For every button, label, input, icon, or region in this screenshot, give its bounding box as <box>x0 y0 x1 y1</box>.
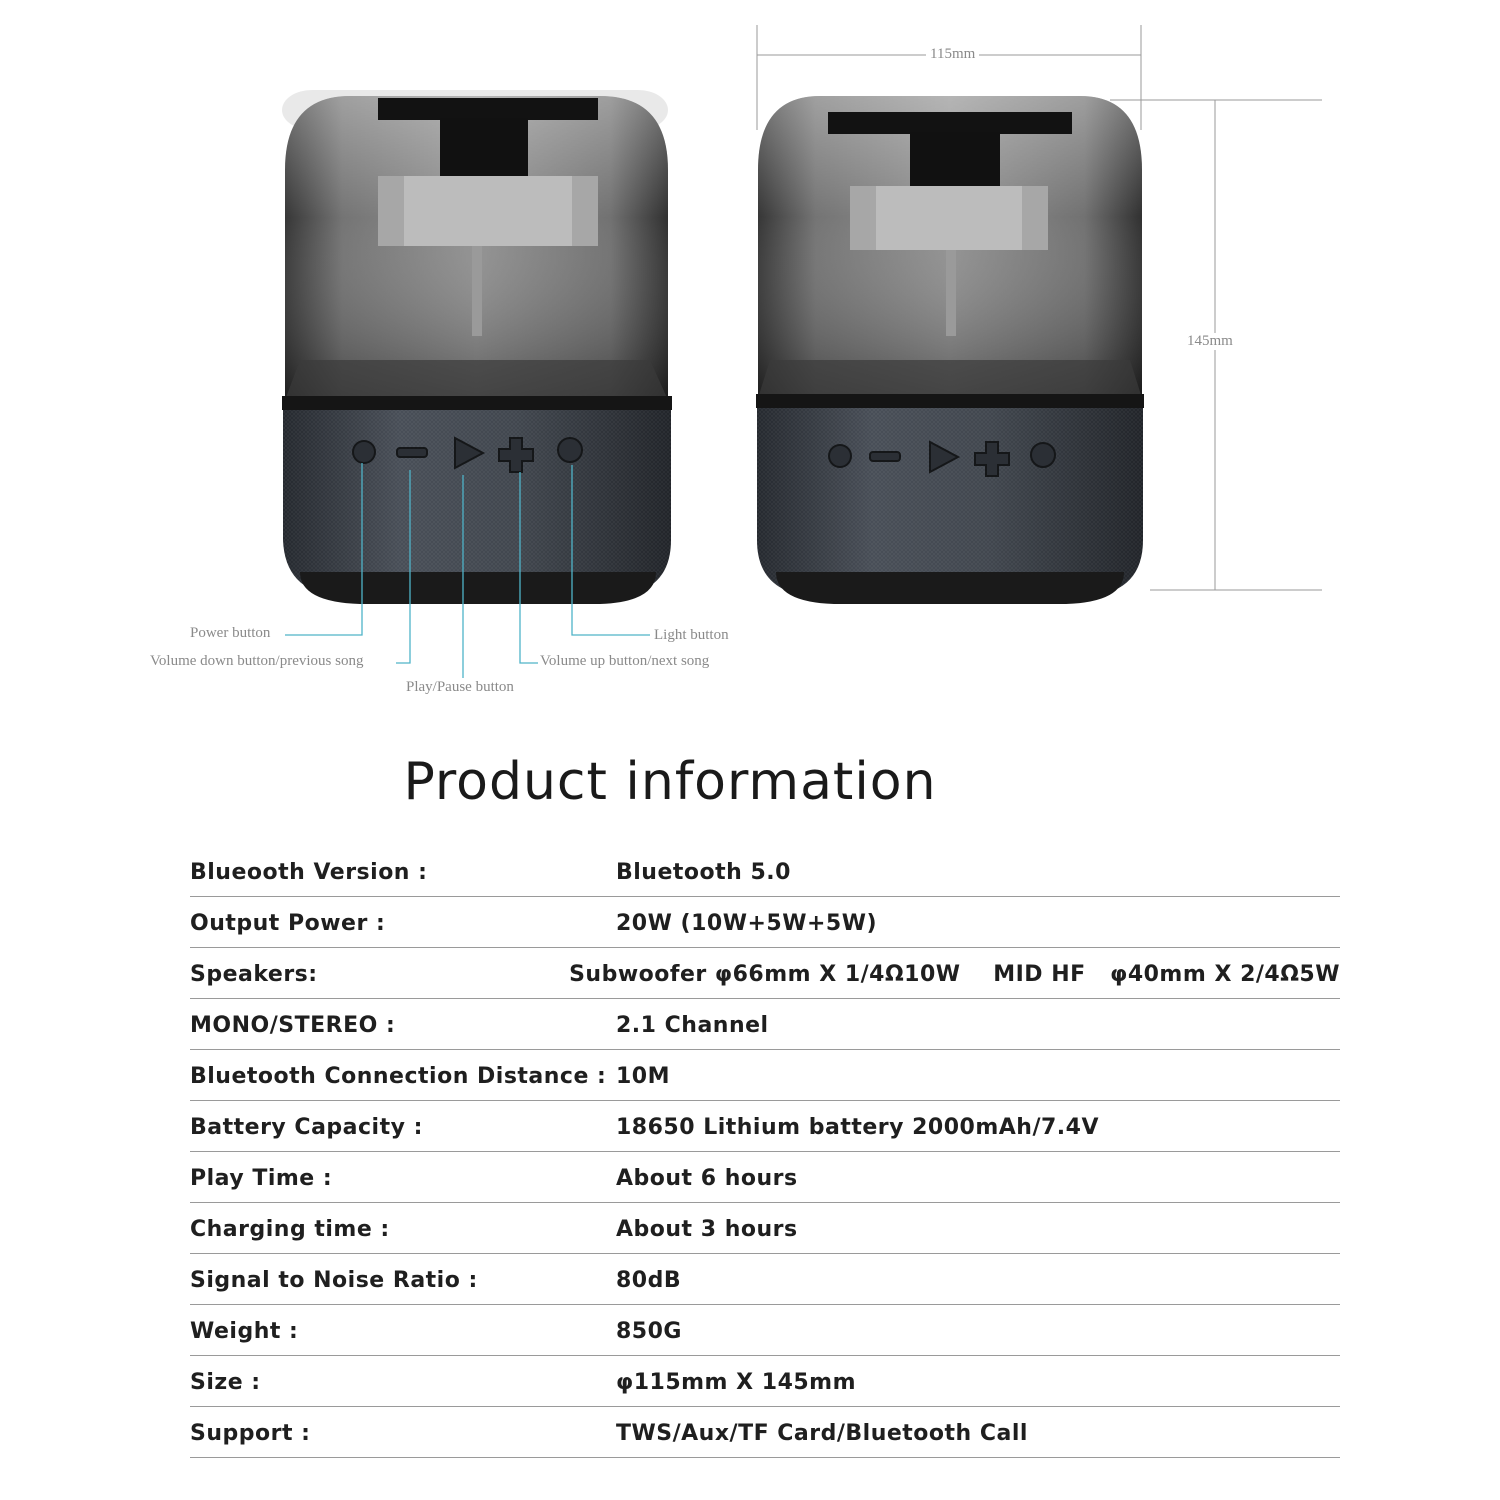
spec-value: 2.1 Channel <box>616 1012 769 1038</box>
spec-value: TWS/Aux/TF Card/Bluetooth Call <box>616 1420 1028 1446</box>
volume-up-callout: Volume up button/next song <box>540 653 710 669</box>
spec-value: Bluetooth 5.0 <box>616 859 791 885</box>
speaker-left <box>282 90 672 604</box>
spec-row <box>190 1407 1340 1458</box>
spec-value: φ115mm X 145mm <box>616 1369 857 1395</box>
speaker-right <box>756 96 1144 604</box>
light-button-callout: Light button <box>654 627 729 643</box>
volume-down-callout: Volume down button/previous song <box>150 653 364 669</box>
spec-row <box>190 897 1340 948</box>
section-title: Product information <box>403 752 937 812</box>
spec-row <box>190 1254 1340 1305</box>
spec-value: 10M <box>616 1063 671 1089</box>
width-dimension-label: 115mm <box>926 46 979 63</box>
spec-value: About 3 hours <box>616 1216 798 1242</box>
spec-row <box>190 999 1340 1050</box>
spec-row <box>190 1050 1340 1101</box>
spec-row <box>190 1356 1340 1407</box>
spec-value: 18650 Lithium battery 2000mAh/7.4V <box>616 1114 1099 1140</box>
spec-value: 80dB <box>616 1267 682 1293</box>
spec-value: Subwoofer φ66mm X 1/4Ω10W MID HF φ40mm X 2/4Ω5W <box>569 961 1340 987</box>
spec-label: Output Power : <box>190 910 386 936</box>
spec-value: About 6 hours <box>616 1165 798 1191</box>
spec-row <box>190 846 1340 897</box>
spec-table <box>190 846 1340 1458</box>
spec-value: 20W (10W+5W+5W) <box>616 910 878 936</box>
spec-label: Bluetooth Connection Distance : <box>190 1063 607 1089</box>
spec-label: Support : <box>190 1420 311 1446</box>
product-figure <box>0 0 1500 720</box>
spec-label: Charging time : <box>190 1216 390 1242</box>
spec-label: Signal to Noise Ratio : <box>190 1267 478 1293</box>
play-pause-callout: Play/Pause button <box>406 679 514 695</box>
height-dimension-label: 145mm <box>1183 333 1237 350</box>
spec-label: MONO/STEREO : <box>190 1012 396 1038</box>
spec-label: Speakers: <box>190 961 318 987</box>
spec-label: Battery Capacity : <box>190 1114 423 1140</box>
spec-value: 850G <box>616 1318 682 1344</box>
spec-label: Weight : <box>190 1318 299 1344</box>
spec-row <box>190 1305 1340 1356</box>
spec-row <box>190 1101 1340 1152</box>
spec-row <box>190 948 1340 999</box>
power-button-callout: Power button <box>190 625 271 641</box>
spec-label: Size : <box>190 1369 261 1395</box>
spec-label: Blueooth Version : <box>190 859 428 885</box>
spec-label: Play Time : <box>190 1165 333 1191</box>
speaker-illustration <box>0 0 1500 720</box>
spec-row <box>190 1152 1340 1203</box>
spec-row <box>190 1203 1340 1254</box>
